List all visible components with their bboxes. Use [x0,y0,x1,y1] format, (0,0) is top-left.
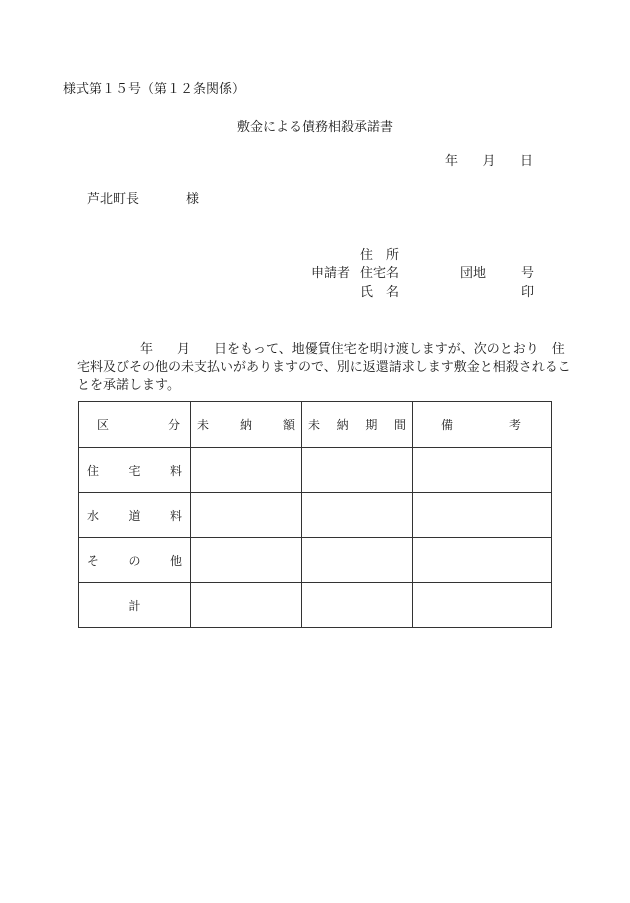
body-line1: 日をもって、地優賃住宅を明け渡しますが、次のとおり 住 [214,342,565,357]
document-title: 敷金による債務相殺承諾書 [236,120,393,135]
cell-remarks[interactable] [413,538,552,583]
cell-unpaid-amount[interactable] [191,493,302,538]
body-month: 月 [177,342,191,357]
cell-unpaid-amount[interactable] [191,583,302,628]
address-label: 住 所 [360,248,400,263]
date-month: 月 [482,154,496,169]
addressee-name: 芦北町長 [87,192,140,207]
name-label: 氏 名 [360,285,400,300]
table-row [79,583,552,628]
applicant-label: 申請者 [311,266,351,281]
header-unpaid-period: 未 納 期 間 [302,402,413,448]
row-label-other: そ の 他 [79,538,191,583]
body-line3: とを承諾します。 [77,378,180,393]
row-label-housing-fee: 住 宅 料 [79,448,191,493]
cell-unpaid-period[interactable] [302,583,413,628]
header-category: 区 分 [79,402,191,448]
cell-unpaid-amount[interactable] [191,448,302,493]
table-header-row [79,402,552,448]
date-day: 日 [519,154,533,169]
cell-unpaid-period[interactable] [302,538,413,583]
header-unpaid-amount: 未 納 額 [191,402,302,448]
form-number: 様式第１５号（第１２条関係） [63,82,246,97]
cell-unpaid-period[interactable] [302,448,413,493]
table-row [79,538,552,583]
cell-remarks[interactable] [413,448,552,493]
table-row [79,448,552,493]
danchi-label: 団地 [460,266,487,281]
settlement-table [78,401,552,628]
body-line2: 宅料及びその他の未支払いがありますので、別に返還請求します敷金と相殺されるこ [77,360,571,375]
cell-remarks[interactable] [413,583,552,628]
seal-label: 印 [521,285,535,300]
number-label: 号 [521,266,535,281]
date-year: 年 [445,154,459,169]
addressee-honorific: 様 [186,192,200,207]
cell-unpaid-amount[interactable] [191,538,302,583]
consent-body [77,341,571,395]
housing-label: 住宅名 [360,266,400,281]
date-line [445,154,533,170]
row-label-water-fee: 水 道 料 [79,493,191,538]
cell-unpaid-period[interactable] [302,493,413,538]
table-row [79,493,552,538]
row-label-total: 計 [79,583,191,628]
header-remarks: 備 考 [413,402,552,448]
body-year: 年 [140,342,154,357]
cell-remarks[interactable] [413,493,552,538]
